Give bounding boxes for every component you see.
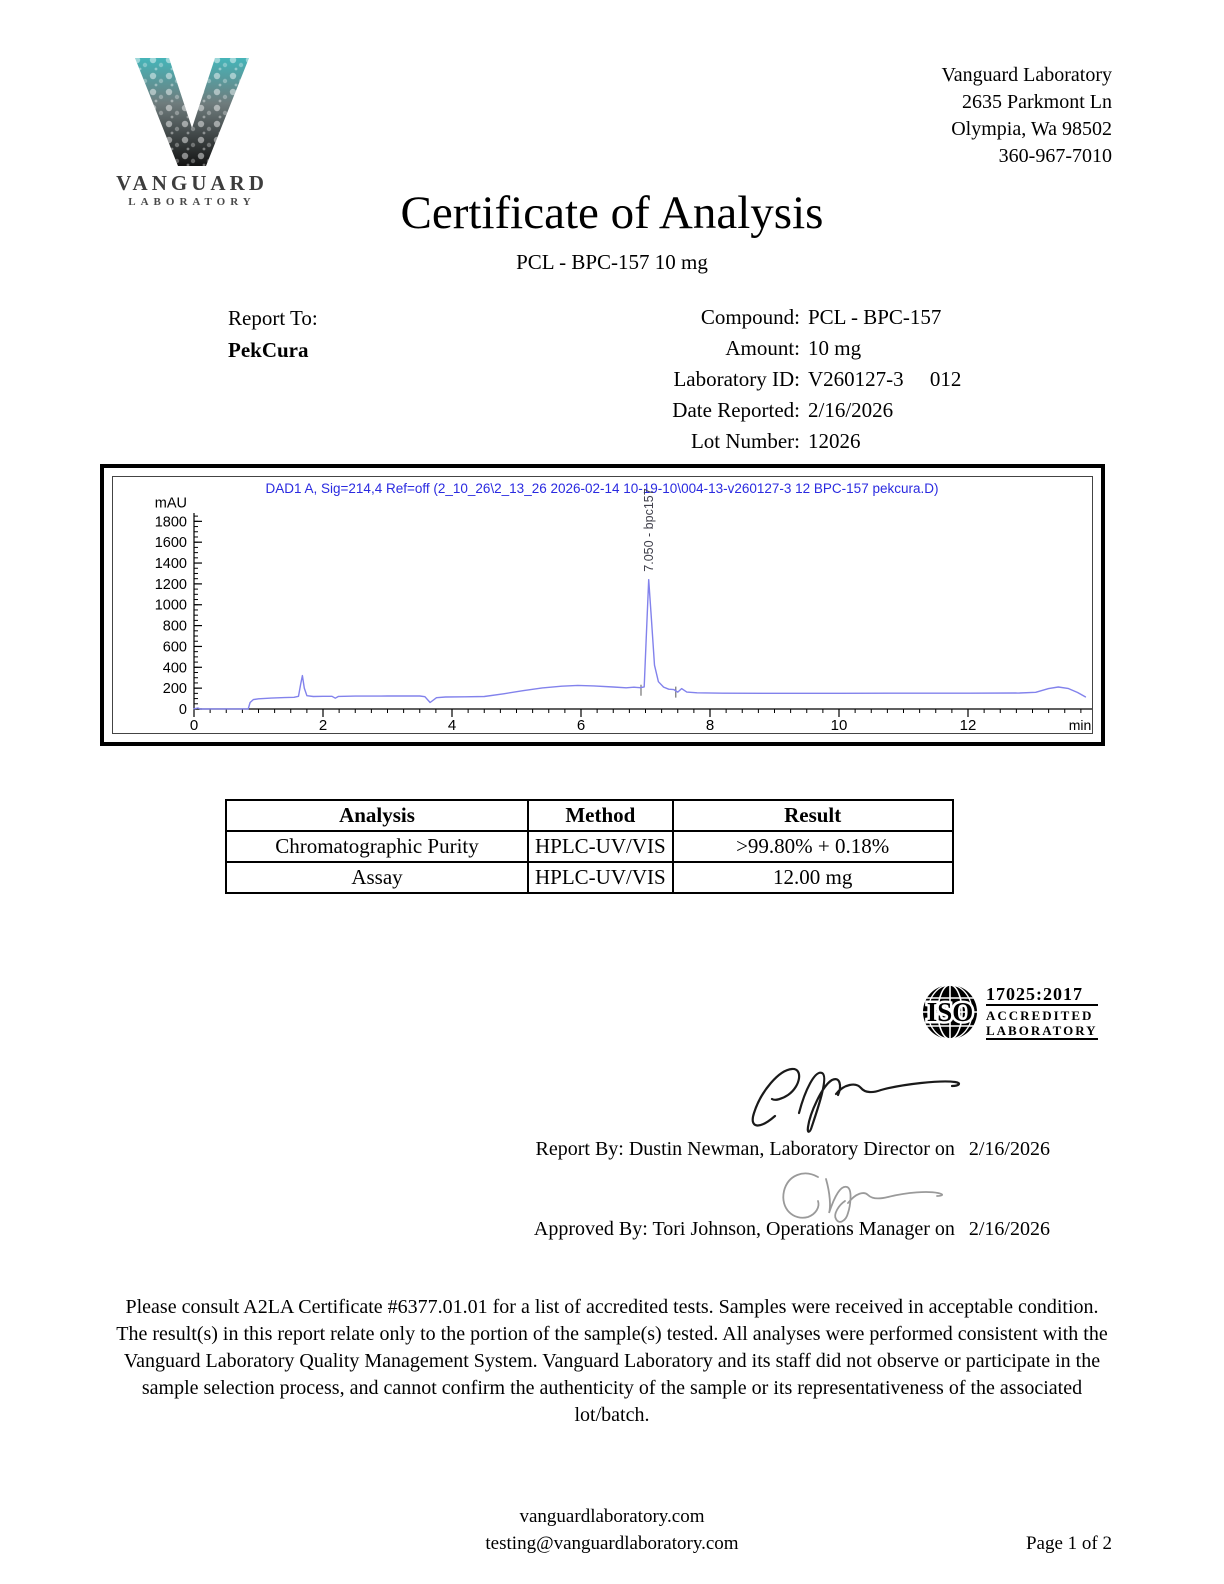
amount-value: 10 mg bbox=[808, 336, 862, 360]
svg-text:2: 2 bbox=[318, 717, 328, 733]
iso-text-block bbox=[986, 984, 1098, 1040]
report-to-label: Report To: bbox=[228, 306, 318, 330]
svg-text:7.050 - bpc157: 7.050 - bpc157 bbox=[642, 488, 657, 572]
chromatogram-frame bbox=[100, 464, 1105, 746]
cell-method-2: HPLC-UV/VIS bbox=[528, 862, 673, 893]
iso-accreditation-badge bbox=[920, 982, 1098, 1042]
manager-signature bbox=[770, 1163, 970, 1225]
vanguard-v-logo-icon bbox=[117, 56, 267, 168]
date-reported-label: Date Reported: bbox=[672, 398, 800, 422]
lab-street: 2635 Parkmont Ln bbox=[962, 91, 1112, 113]
lab-phone: 360-967-7010 bbox=[998, 145, 1112, 167]
lab-name: Vanguard Laboratory bbox=[941, 64, 1112, 86]
chromatogram-svg bbox=[113, 477, 1092, 733]
page-number: Page 1 of 2 bbox=[1025, 1533, 1112, 1554]
svg-text:1200: 1200 bbox=[154, 576, 187, 593]
report-by-date: 2/16/2026 bbox=[968, 1138, 1050, 1160]
header-result: Result bbox=[673, 800, 953, 831]
lot-number-label: Lot Number: bbox=[690, 429, 800, 453]
approved-by-text: Approved By: Tori Johnson, Operations Manager on bbox=[533, 1218, 955, 1240]
logo-wordmark-sub: LABORATORY bbox=[128, 196, 256, 208]
footer-email: testing@vanguardlaboratory.com bbox=[485, 1533, 739, 1554]
approved-by-date: 2/16/2026 bbox=[968, 1218, 1050, 1240]
svg-text:1000: 1000 bbox=[154, 597, 187, 614]
svg-text:6: 6 bbox=[576, 717, 586, 733]
compound-label: Compound: bbox=[700, 305, 800, 329]
svg-text:mAU: mAU bbox=[154, 495, 187, 512]
info-row-amount bbox=[540, 333, 961, 364]
svg-text:1400: 1400 bbox=[154, 556, 187, 573]
svg-text:600: 600 bbox=[162, 639, 187, 656]
info-row-compound bbox=[540, 302, 961, 333]
svg-text:200: 200 bbox=[162, 681, 187, 698]
cell-method-1: HPLC-UV/VIS bbox=[528, 831, 673, 862]
results-table bbox=[225, 799, 954, 894]
info-row-lab-id bbox=[540, 364, 961, 395]
sample-info-block bbox=[540, 302, 961, 457]
info-row-lot-number bbox=[540, 426, 961, 457]
info-row-date-reported bbox=[540, 395, 961, 426]
iso-standard-number: 17025:2017 bbox=[986, 984, 1098, 1006]
table-row bbox=[226, 831, 953, 862]
page-title: Certificate of Analysis bbox=[400, 187, 824, 239]
svg-text:8: 8 bbox=[705, 717, 715, 733]
iso-globe-text: ISO bbox=[926, 997, 974, 1027]
svg-text:1600: 1600 bbox=[154, 535, 187, 552]
report-to-block bbox=[228, 302, 318, 366]
svg-text:0: 0 bbox=[178, 702, 187, 718]
date-reported-value: 2/16/2026 bbox=[808, 398, 894, 422]
svg-text:800: 800 bbox=[162, 618, 187, 635]
results-header-row bbox=[226, 800, 953, 831]
compound-value: PCL - BPC-157 bbox=[808, 305, 942, 329]
amount-label: Amount: bbox=[725, 336, 800, 360]
iso-globe-icon bbox=[920, 982, 980, 1042]
approved-by-line bbox=[534, 1218, 1050, 1241]
svg-text:min: min bbox=[1068, 717, 1092, 733]
lab-city: Olympia, Wa 98502 bbox=[951, 118, 1112, 140]
svg-text:4: 4 bbox=[447, 717, 457, 733]
lab-id-label: Laboratory ID: bbox=[673, 367, 800, 391]
cell-result-1: >99.80% + 0.18% bbox=[673, 831, 953, 862]
client-name: PekCura bbox=[228, 338, 309, 362]
director-signature bbox=[745, 1058, 975, 1138]
report-by-line bbox=[536, 1138, 1050, 1161]
footer-website: vanguardlaboratory.com bbox=[519, 1506, 705, 1527]
iso-accredited-label: ACCREDITED bbox=[986, 1008, 1094, 1023]
svg-text:10: 10 bbox=[830, 717, 848, 733]
lab-id-value: V260127-3 012 bbox=[808, 367, 962, 391]
svg-text:400: 400 bbox=[162, 660, 187, 677]
page-subtitle: PCL - BPC-157 10 mg bbox=[516, 250, 708, 274]
chromatogram-plot bbox=[112, 476, 1093, 734]
logo-wordmark: VANGUARD bbox=[116, 171, 268, 195]
iso-laboratory-label: LABORATORY bbox=[986, 1023, 1098, 1038]
header-method: Method bbox=[528, 800, 673, 831]
table-row bbox=[226, 862, 953, 893]
svg-text:1800: 1800 bbox=[154, 514, 187, 531]
svg-text:0: 0 bbox=[189, 717, 199, 733]
disclaimer-text: Please consult A2LA Certificate #6377.01.01 for a list of accredited tests. Samples were received in acceptable condition. The result(s) in this report relate only to the portion of the sample(s) tested. All analyses were performed consistent with the Vanguard Laboratory Quality Management System. Vanguard Laboratory and its staff did not observe or participate in the sample selection process, and cannot confirm the authenticity of the sample or its representativeness of the associated lot/batch. bbox=[116, 1296, 1108, 1426]
report-by-text: Report By: Dustin Newman, Laboratory Director on bbox=[535, 1138, 955, 1160]
cell-analysis-1: Chromatographic Purity bbox=[226, 831, 528, 862]
svg-text:DAD1 A, Sig=214,4 Ref=off (2_1: DAD1 A, Sig=214,4 Ref=off (2_10_26\2_13_26 2026-02-14 10-19-10\004-13-v260127-3 12 BPC-157 pekcura.D) bbox=[265, 481, 939, 496]
cell-analysis-2: Assay bbox=[226, 862, 528, 893]
header-analysis: Analysis bbox=[226, 800, 528, 831]
lot-number-value: 12026 bbox=[808, 429, 861, 453]
cell-result-2: 12.00 mg bbox=[673, 862, 953, 893]
svg-text:12: 12 bbox=[959, 717, 977, 733]
lab-address-block bbox=[942, 62, 1113, 170]
